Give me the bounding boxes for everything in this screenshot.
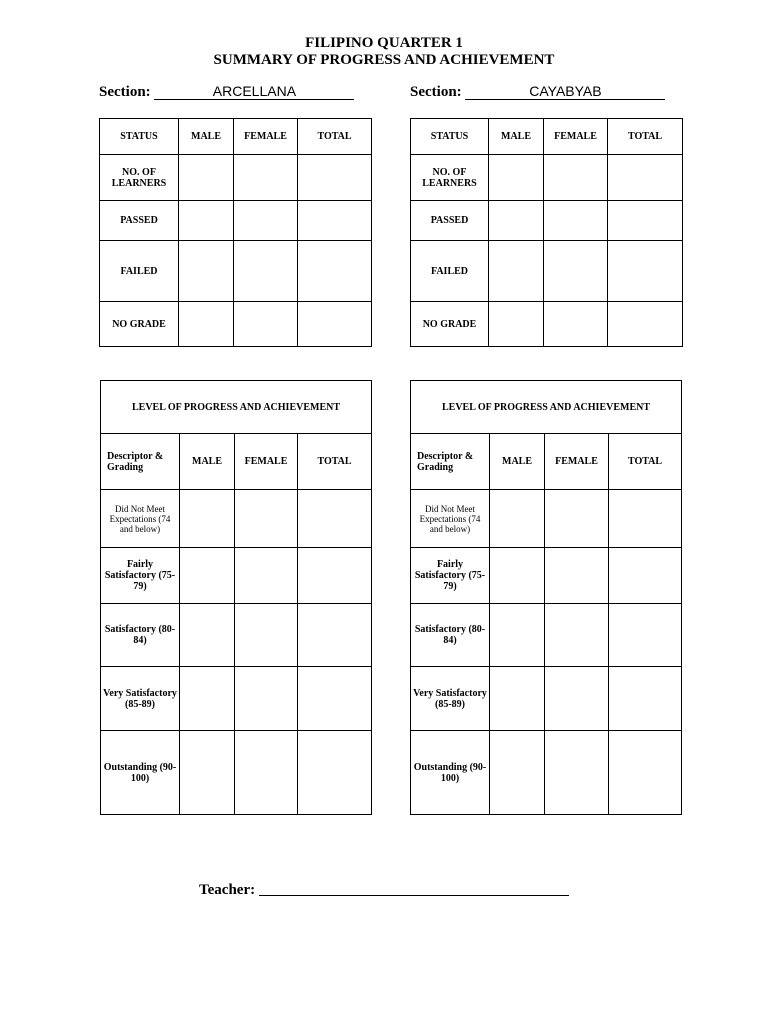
row-label-learners: NO. OF LEARNERS [411, 155, 489, 201]
male-cell [489, 155, 544, 201]
female-cell [544, 201, 608, 241]
section-label: Section: [410, 84, 462, 100]
total-cell [298, 490, 372, 548]
table-row [411, 548, 682, 604]
row-label-passed: PASSED [411, 201, 489, 241]
male-header: MALE [179, 119, 234, 155]
total-cell [609, 731, 682, 815]
total-cell [298, 667, 372, 731]
table-row [411, 241, 683, 302]
female-cell [234, 201, 298, 241]
total-cell [298, 604, 372, 667]
total-header: TOTAL [298, 434, 372, 490]
total-cell [298, 201, 372, 241]
total-cell [609, 604, 682, 667]
row-label-learners: NO. OF LEARNERS [100, 155, 179, 201]
total-cell [609, 667, 682, 731]
row-label-satisfactory: Satisfactory (80-84) [411, 604, 490, 667]
table-row [411, 155, 683, 201]
section-name-left: ARCELLANA [154, 84, 354, 100]
female-cell [235, 490, 298, 548]
male-cell [180, 667, 235, 731]
female-cell [545, 490, 609, 548]
total-header: TOTAL [609, 434, 682, 490]
row-label-fairly-satisfactory: Fairly Satisfactory (75-79) [411, 548, 490, 604]
male-cell [179, 201, 234, 241]
female-cell [545, 731, 609, 815]
total-cell [608, 201, 683, 241]
female-cell [235, 548, 298, 604]
row-label-failed: FAILED [100, 241, 179, 302]
row-label-passed: PASSED [100, 201, 179, 241]
status-table-right [410, 118, 683, 347]
female-cell [544, 302, 608, 347]
male-cell [180, 490, 235, 548]
level-table-right [410, 380, 682, 815]
female-cell [234, 241, 298, 302]
table-row [411, 201, 683, 241]
female-cell [545, 548, 609, 604]
male-cell [490, 604, 545, 667]
table-row [411, 490, 682, 548]
row-label-did-not-meet: Did Not Meet Expectations (74 and below) [411, 490, 490, 548]
total-cell [298, 241, 372, 302]
table-row [101, 490, 372, 548]
level-table-title: LEVEL OF PROGRESS AND ACHIEVEMENT [101, 381, 372, 434]
descriptor-header: Descriptor & Grading [101, 434, 180, 490]
table-row [411, 667, 682, 731]
row-label-very-satisfactory: Very Satisfactory (85-89) [411, 667, 490, 731]
total-cell [608, 302, 683, 347]
female-cell [235, 731, 298, 815]
table-row [100, 241, 372, 302]
female-cell [235, 604, 298, 667]
section-name-right: CAYABYAB [465, 84, 665, 100]
teacher-blank [259, 880, 569, 896]
document-title: FILIPINO QUARTER 1 [305, 35, 463, 51]
table-row [411, 604, 682, 667]
male-header: MALE [490, 434, 545, 490]
table-row [101, 667, 372, 731]
section-label: Section: [99, 84, 151, 100]
male-header: MALE [489, 119, 544, 155]
female-cell [234, 302, 298, 347]
table-row [411, 731, 682, 815]
table-row [101, 731, 372, 815]
male-cell [489, 302, 544, 347]
female-header: FEMALE [544, 119, 608, 155]
row-label-fairly-satisfactory: Fairly Satisfactory (75-79) [101, 548, 180, 604]
female-cell [545, 604, 609, 667]
row-label-no-grade: NO GRADE [100, 302, 179, 347]
descriptor-header: Descriptor & Grading [411, 434, 490, 490]
status-header: STATUS [411, 119, 489, 155]
female-header: FEMALE [545, 434, 609, 490]
total-cell [298, 731, 372, 815]
row-label-did-not-meet: Did Not Meet Expectations (74 and below) [101, 490, 180, 548]
male-cell [490, 731, 545, 815]
male-cell [179, 155, 234, 201]
total-cell [298, 548, 372, 604]
male-cell [490, 490, 545, 548]
total-cell [609, 490, 682, 548]
teacher-signature-line [199, 880, 569, 899]
status-header: STATUS [100, 119, 179, 155]
level-table-left [100, 380, 372, 815]
row-label-satisfactory: Satisfactory (80-84) [101, 604, 180, 667]
female-cell [234, 155, 298, 201]
total-cell [608, 241, 683, 302]
male-header: MALE [180, 434, 235, 490]
section-left [99, 84, 354, 101]
row-label-outstanding: Outstanding (90-100) [411, 731, 490, 815]
male-cell [179, 241, 234, 302]
total-cell [298, 155, 372, 201]
female-cell [545, 667, 609, 731]
female-cell [544, 155, 608, 201]
male-cell [179, 302, 234, 347]
table-row [100, 302, 372, 347]
row-label-very-satisfactory: Very Satisfactory (85-89) [101, 667, 180, 731]
level-table-title: LEVEL OF PROGRESS AND ACHIEVEMENT [411, 381, 682, 434]
row-label-failed: FAILED [411, 241, 489, 302]
document-subtitle: SUMMARY OF PROGRESS AND ACHIEVEMENT [213, 52, 555, 68]
female-header: FEMALE [234, 119, 298, 155]
male-cell [180, 548, 235, 604]
row-label-outstanding: Outstanding (90-100) [101, 731, 180, 815]
male-cell [490, 667, 545, 731]
row-label-no-grade: NO GRADE [411, 302, 489, 347]
total-cell [608, 155, 683, 201]
male-cell [489, 201, 544, 241]
male-cell [490, 548, 545, 604]
status-table-left [99, 118, 372, 347]
male-cell [180, 731, 235, 815]
table-row [411, 302, 683, 347]
teacher-label: Teacher: [199, 882, 256, 898]
total-cell [298, 302, 372, 347]
table-row [100, 155, 372, 201]
table-row [100, 201, 372, 241]
table-row [101, 548, 372, 604]
total-header: TOTAL [608, 119, 683, 155]
female-header: FEMALE [235, 434, 298, 490]
section-right [410, 84, 665, 101]
male-cell [180, 604, 235, 667]
female-cell [235, 667, 298, 731]
table-row [101, 604, 372, 667]
total-cell [609, 548, 682, 604]
total-header: TOTAL [298, 119, 372, 155]
female-cell [544, 241, 608, 302]
male-cell [489, 241, 544, 302]
